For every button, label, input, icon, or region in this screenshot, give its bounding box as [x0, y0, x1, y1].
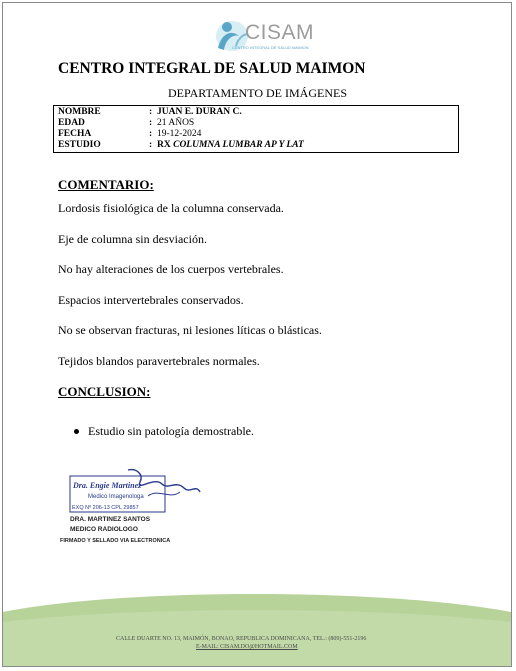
signature-stamp — [58, 466, 208, 516]
conclusion-heading: CONCLUSION: — [58, 384, 151, 399]
footer-email: E-MAIL: CISAM.DO@HOTMAIL.COM — [196, 644, 298, 650]
info-label: NOMBRE — [58, 107, 101, 117]
svg-text:Dra. Engie Martinez: Dra. Engie Martinez — [73, 481, 142, 490]
logo-subtitle: CENTRO INTEGRAL DE SALUD MAIMON — [232, 45, 309, 50]
info-colon: : — [149, 118, 153, 128]
footer-address: CALLE DUARTE NO. 13, MAIMÓN, BONAO, REPUBLICA DOMINICANA, TEL.: (809)-551-2196 — [116, 636, 367, 642]
patient-name: JUAN E. DURAN C. — [157, 107, 242, 117]
conclusion-item: Estudio sin patología demostrable. — [88, 424, 254, 438]
comment-line: Eje de columna sin desviación. — [58, 232, 207, 246]
info-colon: : — [149, 140, 153, 150]
patient-age: 21 AÑOS — [157, 118, 195, 128]
study-date: 19-12-2024 — [157, 129, 202, 139]
comment-heading: COMENTARIO: — [58, 177, 154, 192]
patient-info-table — [53, 105, 459, 153]
logo-wordmark: CISAM — [245, 21, 315, 44]
info-label: FECHA — [58, 129, 92, 139]
document-title: CENTRO INTEGRAL DE SALUD MAIMON — [58, 60, 366, 77]
info-colon: : — [149, 129, 153, 139]
comment-line: Tejidos blandos paravertebrales normales. — [58, 354, 260, 368]
comment-line: Espacios intervertebrales conservados. — [58, 293, 244, 307]
electronic-signature-note: FIRMADO Y SELLADO VIA ELECTRONICA — [60, 538, 171, 544]
comment-line: No hay alteraciones de los cuerpos vertebrales. — [58, 262, 284, 276]
info-label: ESTUDIO — [58, 140, 101, 150]
signer-role: MEDICO RADIOLOGO — [70, 526, 138, 533]
study-name — [157, 140, 304, 151]
svg-text:EXQ Nº 206-13 CPL 29857: EXQ Nº 206-13 CPL 29857 — [72, 505, 139, 511]
signer-name: DRA. MARTINEZ SANTOS — [70, 516, 151, 523]
info-label: EDAD — [58, 118, 85, 128]
comment-line: Lordosis fisiológica de la columna conservada. — [58, 201, 284, 215]
comment-line: No se observan fracturas, ni lesiones líticas o blásticas. — [58, 323, 322, 337]
footer-wave-decoration — [3, 592, 511, 666]
department-title: DEPARTAMENTO DE IMÁGENES — [168, 86, 347, 100]
info-colon: : — [149, 107, 153, 117]
bullet-icon — [74, 429, 79, 434]
study-description: COLUMNA LUMBAR AP Y LAT — [173, 140, 304, 150]
study-prefix: RX — [157, 140, 171, 150]
svg-text:Medico Imagenologa: Medico Imagenologa — [88, 494, 144, 500]
